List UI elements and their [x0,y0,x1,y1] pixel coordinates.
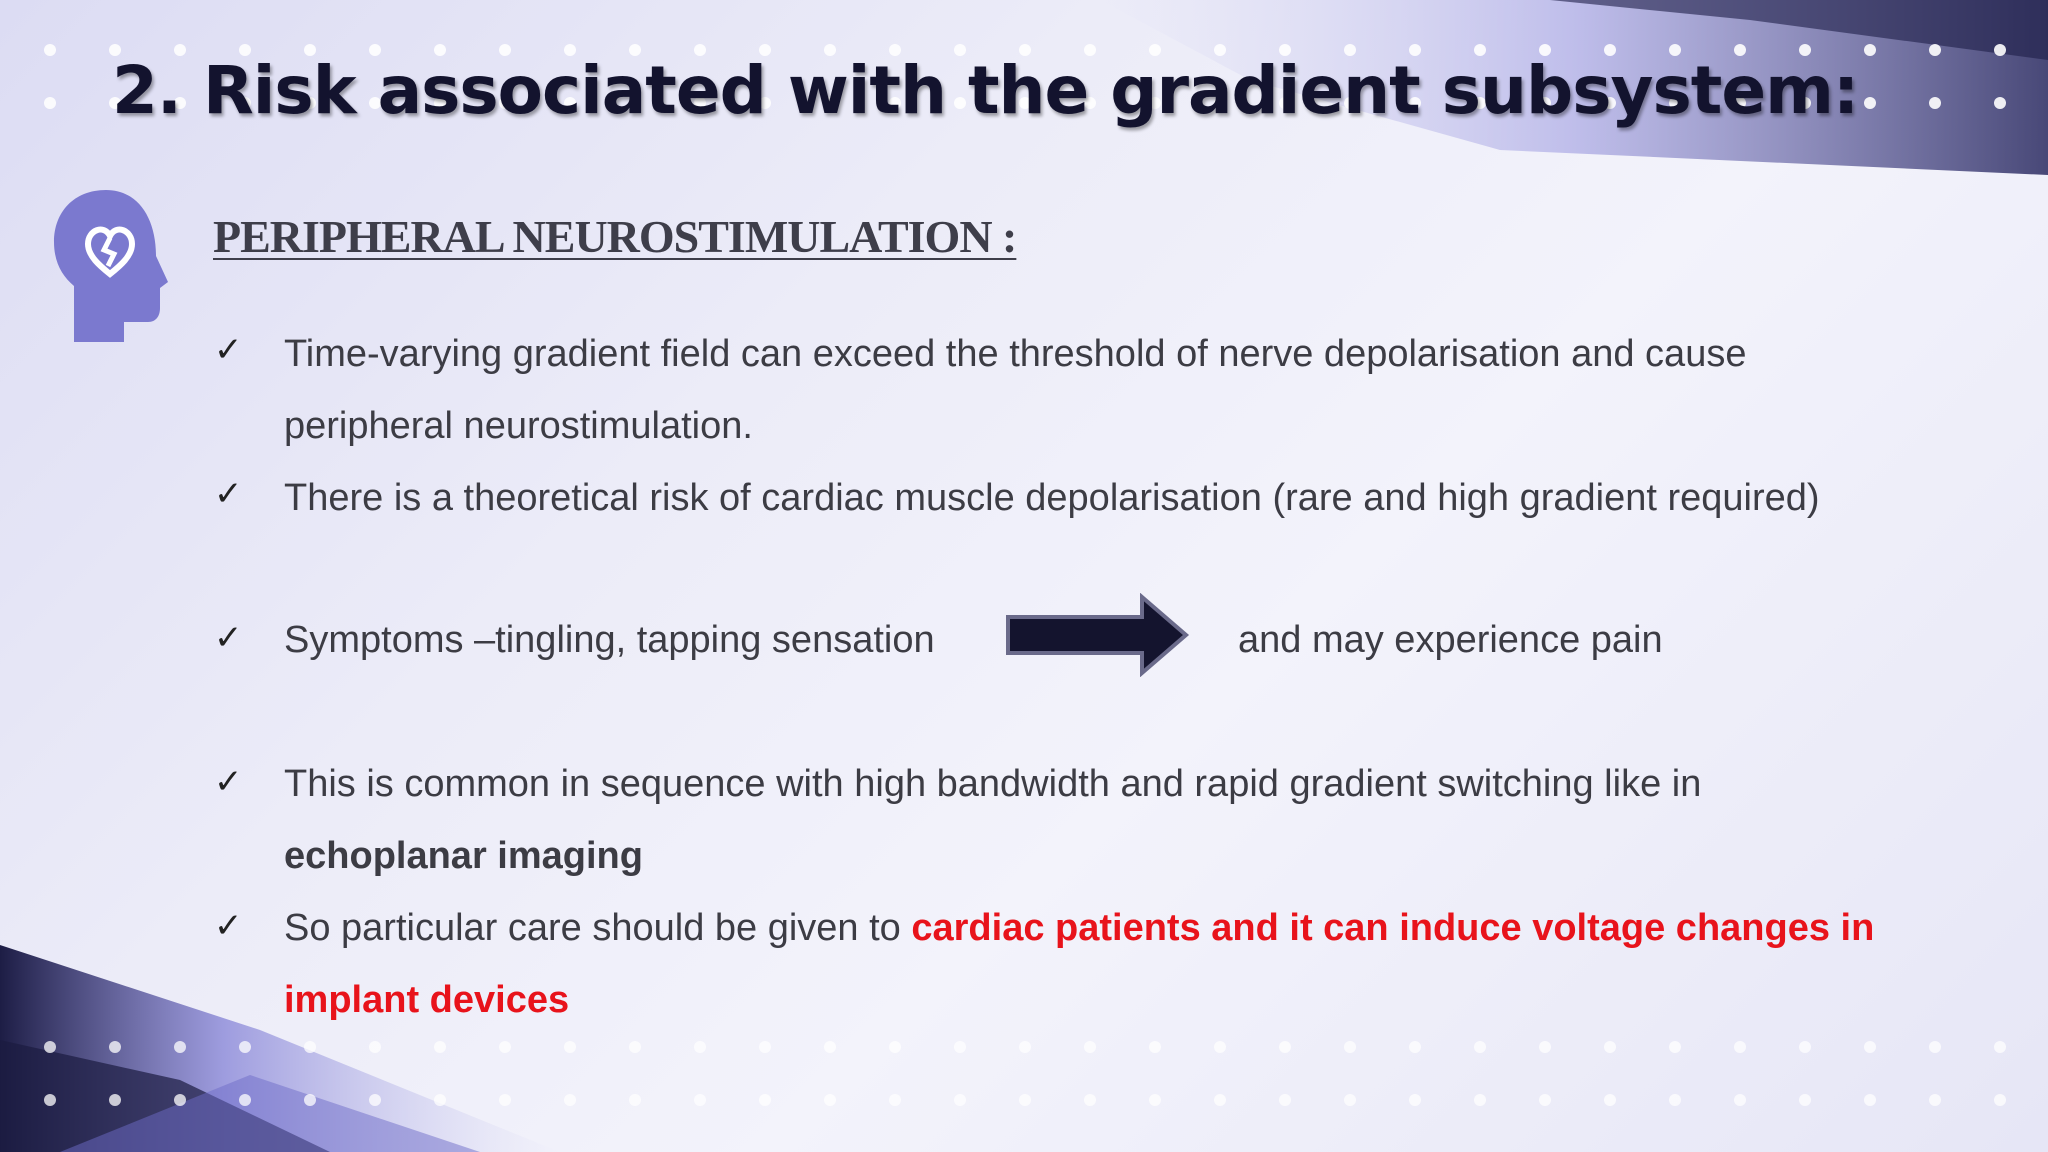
decorative-dot [1409,1094,1421,1106]
decorative-dot [1864,1094,1876,1106]
bullet-text-highlight: cardiac patients and it can induce voltage changes in implant devices [284,907,1875,1021]
decorative-dot [694,1041,706,1053]
check-icon: ✓ [214,906,243,946]
check-icon: ✓ [214,618,243,658]
decorative-dot [1929,44,1941,56]
decorative-dot [1864,44,1876,56]
decorative-dot [1929,1041,1941,1053]
decorative-dot [44,97,56,109]
decorative-dot [1214,1094,1226,1106]
decorative-dot [759,1094,771,1106]
decorative-dot [1864,1041,1876,1053]
decorative-dot [369,1094,381,1106]
decorative-dot [1539,1094,1551,1106]
head-heart-icon [52,190,168,344]
decorative-dot [44,1094,56,1106]
decorative-dot [434,1041,446,1053]
decorative-dot [499,1094,511,1106]
decorative-dot [239,1094,251,1106]
decorative-dot [824,1041,836,1053]
check-icon: ✓ [214,762,243,802]
slide-title: 2. Risk associated with the gradient subsystem: [112,52,1859,129]
bullet-text [284,892,1924,1036]
bullet-text: Symptoms –tingling, tapping sensation [284,619,935,661]
decorative-dot [109,1041,121,1053]
decorative-dot [1474,1041,1486,1053]
decorative-dot [109,1094,121,1106]
decorative-dot [1994,44,2006,56]
decorative-dot [1669,1041,1681,1053]
decorative-dot [629,1094,641,1106]
decorative-dot [1994,97,2006,109]
decorative-dot [369,1041,381,1053]
decorative-dot [1669,1094,1681,1106]
decorative-dot [499,1041,511,1053]
bullet-continuation: and may experience pain [1238,619,1663,661]
bullet-text [284,748,1844,892]
decorative-dot [1149,1094,1161,1106]
bullet-text-plain: So particular care should be given to [284,907,912,949]
bullet-text: Time-varying gradient field can exceed the threshold of nerve depolarisation and cause peripheral neurostimulation. [284,333,1747,447]
decorative-dot [1279,1041,1291,1053]
decorative-dot [564,1041,576,1053]
decorative-dot [694,1094,706,1106]
decorative-dot [1344,1041,1356,1053]
decorative-dot [434,1094,446,1106]
decorative-dot [1084,1094,1096,1106]
decorative-dot [44,1041,56,1053]
decorative-dot [824,1094,836,1106]
decorative-dot [44,44,56,56]
decorative-dot [1929,97,1941,109]
decorative-dot [1929,1094,1941,1106]
decorative-dot [1799,1094,1811,1106]
decorative-dot [1734,1041,1746,1053]
decorative-dot [1019,1041,1031,1053]
decorative-dot [954,1094,966,1106]
check-icon: ✓ [214,330,243,370]
check-icon: ✓ [214,474,243,514]
decorative-dot [889,1094,901,1106]
decorative-dot [174,1041,186,1053]
decorative-dot [564,1094,576,1106]
decorative-dot [954,1041,966,1053]
decorative-dot [1799,1041,1811,1053]
bullet-text-bold: echoplanar imaging [284,835,643,877]
decorative-dot [759,1041,771,1053]
decorative-dot [1734,1094,1746,1106]
decorative-dot [174,1094,186,1106]
right-arrow-icon [1002,593,1190,677]
decorative-dot [1539,1041,1551,1053]
decorative-dot [889,1041,901,1053]
decorative-dot [1344,1094,1356,1106]
decorative-dot [1864,97,1876,109]
bullet-text-plain: This is common in sequence with high bandwidth and rapid gradient switching like in [284,763,1702,805]
decorative-dot [1994,1041,2006,1053]
decorative-dot [1474,1094,1486,1106]
decorative-dot [1994,1094,2006,1106]
decorative-dot [1019,1094,1031,1106]
decorative-dot [629,1041,641,1053]
decorative-dot [1604,1041,1616,1053]
bullet-text: There is a theoretical risk of cardiac muscle depolarisation (rare and high gradient required) [284,477,1820,519]
decorative-dot [1604,1094,1616,1106]
decorative-dot [239,1041,251,1053]
decorative-dot [1214,1041,1226,1053]
decorative-dot [1409,1041,1421,1053]
decorative-dot [1084,1041,1096,1053]
decorative-dot [1149,1041,1161,1053]
decorative-dot [1279,1094,1291,1106]
section-heading: PERIPHERAL NEUROSTIMULATION : [213,211,1017,262]
decorative-dot [304,1041,316,1053]
decorative-dot [304,1094,316,1106]
